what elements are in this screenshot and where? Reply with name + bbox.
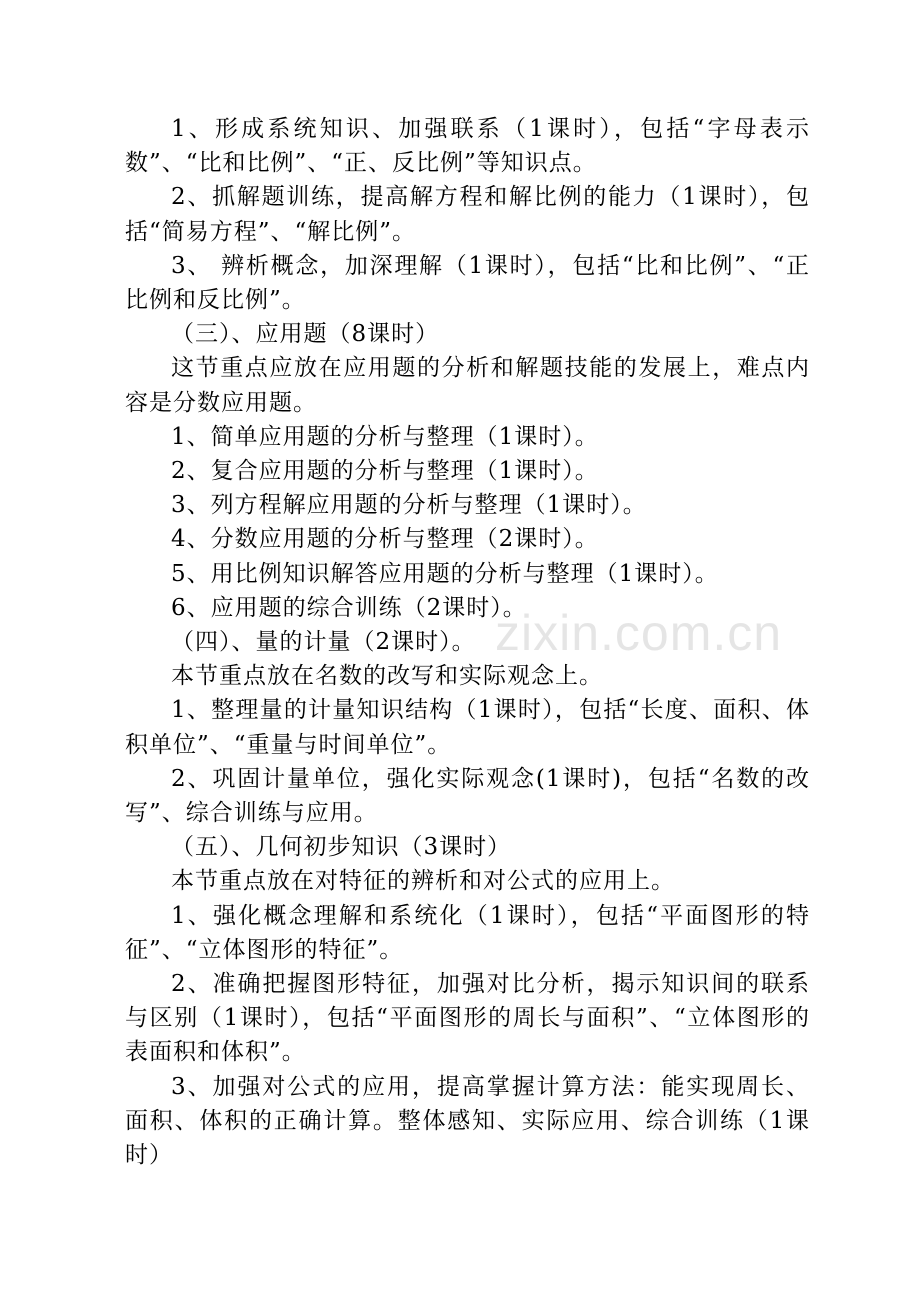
paragraph-8: 4、分数应用题的分析与整理（2课时）。 (171, 526, 599, 553)
section-heading-4: （四）、量的计量（2课时）。 (171, 629, 476, 656)
section-heading-3: （三）、应用题（8课时） (171, 321, 440, 348)
watermark-text: zixin.com.cn (495, 605, 783, 661)
paragraph-16: 2、准确把握图形特征，加强对比分析，揭示知识间的联系与区别（1课时），包括“平面图形的周长与面积”、“立体图形的表面积和体积”。 (125, 971, 810, 1066)
paragraph-7: 3、列方程解应用题的分析与整理（1课时）。 (171, 492, 647, 519)
paragraph-14: 本节重点放在对特征的辨析和对公式的应用上。 (171, 868, 675, 895)
paragraph-4: 这节重点应放在应用题的分析和解题技能的发展上，难点内容是分数应用题。 (125, 355, 810, 416)
section-heading-5: （五）、几何初步知识（3课时） (171, 834, 512, 861)
paragraph-6: 2、复合应用题的分析与整理（1课时）。 (171, 458, 599, 485)
paragraph-5: 1、简单应用题的分析与整理（1课时）。 (171, 423, 599, 450)
paragraph-17: 3、加强对公式的应用，提高掌握计算方法：能实现周长、面积、体积的正确计算。整体感知、实际应用、综合训练（1课时） (125, 1073, 810, 1169)
paragraph-1: 1、形成系统知识、加强联系（1课时），包括“字母表示数”、“比和比例”、“正、反比例”等知识点。 (125, 116, 810, 177)
paragraph-2: 2、抓解题训练，提高解方程和解比例的能力（1课时），包括“简易方程”、“解比例”。 (125, 184, 810, 245)
paragraph-12: 1、整理量的计量知识结构（1课时），包括“长度、面积、体积单位”、“重量与时间单位”。 (125, 697, 810, 758)
paragraph-3: 3、 辨析概念，加深理解（1课时），包括“比和比例”、“正比例和反比例”。 (125, 252, 810, 314)
paragraph-10: 6、应用题的综合训练（2课时）。 (171, 594, 527, 621)
paragraph-15: 1、强化概念理解和系统化（1课时），包括“平面图形的特征”、“立体图形的特征”。 (125, 902, 810, 963)
paragraph-9: 5、用比例知识解答应用题的分析与整理（1课时）。 (171, 560, 719, 587)
paragraph-13: 2、巩固计量单位，强化实际观念(1课时)，包括“名数的改写”、综合训练与应用。 (125, 765, 810, 827)
paragraph-11: 本节重点放在名数的改写和实际观念上。 (171, 663, 603, 690)
